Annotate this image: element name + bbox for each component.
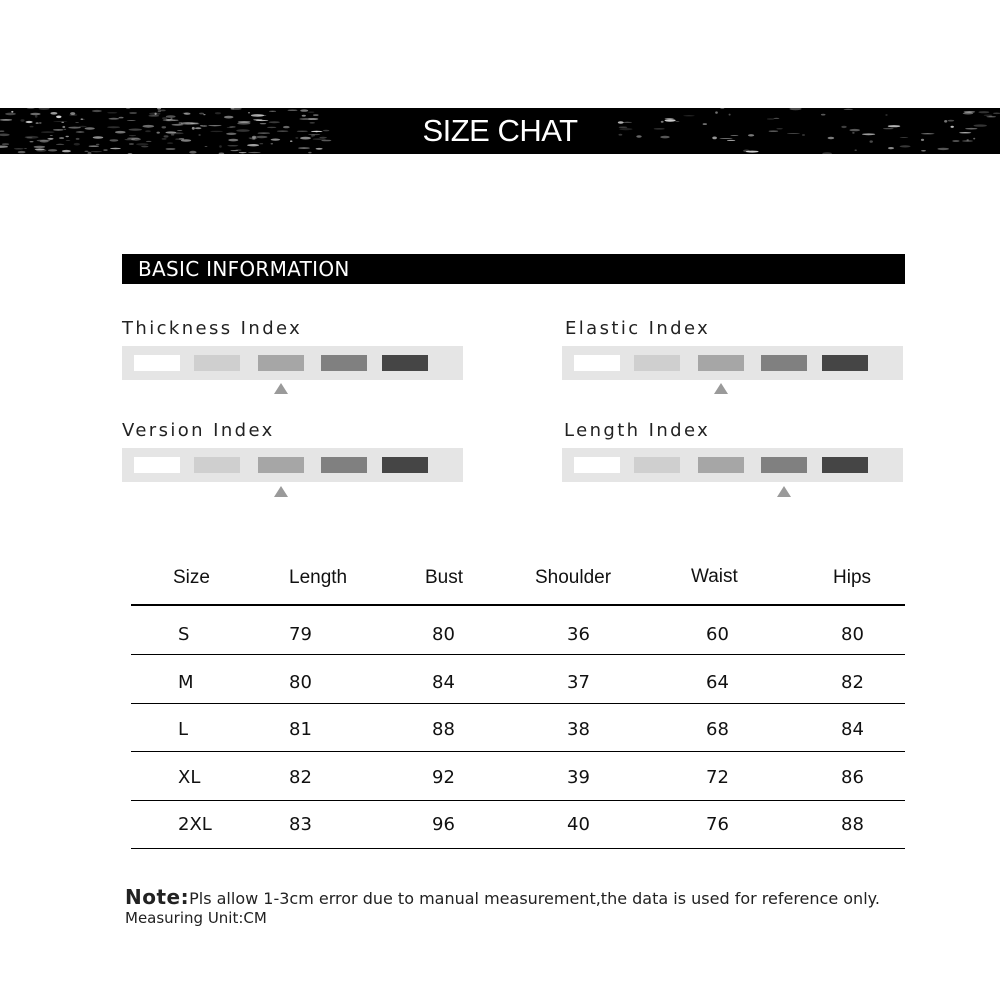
thickness-index-scale xyxy=(122,346,463,380)
table-cell-hips: 82 xyxy=(841,671,864,693)
table-cell-waist: 72 xyxy=(706,766,729,788)
table-header-divider xyxy=(131,604,905,606)
version-index-swatch xyxy=(382,457,428,473)
thickness-index-swatch xyxy=(258,355,304,371)
thickness-index-swatch xyxy=(134,355,180,371)
version-index-swatch xyxy=(321,457,367,473)
length-index-swatch xyxy=(761,457,807,473)
table-cell-bust: 80 xyxy=(432,624,455,645)
table-cell-shoulder: 40 xyxy=(567,814,590,835)
length-index-scale xyxy=(562,448,903,482)
version-index-scale xyxy=(122,448,463,482)
elastic-index-label: Elastic Index xyxy=(565,318,711,339)
table-cell-waist: 68 xyxy=(706,719,729,740)
version-index-marker xyxy=(274,486,288,497)
table-cell-length: 81 xyxy=(289,719,312,740)
section-header xyxy=(122,254,905,284)
table-header-length: Length xyxy=(289,567,348,588)
note-label: Note: xyxy=(125,885,190,909)
table-row-divider xyxy=(131,751,905,752)
table-cell-length: 79 xyxy=(289,624,312,645)
table-cell-hips: 84 xyxy=(841,719,864,740)
table-cell-size: XL xyxy=(178,766,201,788)
table-row-divider xyxy=(131,703,905,704)
table-row-divider xyxy=(131,848,905,849)
table-cell-hips: 80 xyxy=(841,624,864,645)
table-header-waist: Waist xyxy=(691,566,738,587)
table-cell-waist: 60 xyxy=(706,624,729,645)
elastic-index-marker xyxy=(714,383,728,394)
banner-title: SIZE CHAT xyxy=(422,113,578,148)
length-index-swatch xyxy=(822,457,868,473)
version-index-swatch xyxy=(258,457,304,473)
length-index-swatch xyxy=(574,457,620,473)
thickness-index-label: Thickness Index xyxy=(122,318,303,339)
table-cell-bust: 96 xyxy=(432,814,455,835)
elastic-index-scale xyxy=(562,346,903,380)
table-cell-shoulder: 37 xyxy=(567,671,590,693)
table-cell-shoulder: 36 xyxy=(567,624,590,645)
table-cell-hips: 86 xyxy=(841,766,864,788)
measuring-unit: Measuring Unit:CM xyxy=(125,909,267,927)
table-cell-length: 83 xyxy=(289,814,312,835)
table-cell-shoulder: 38 xyxy=(567,719,590,740)
thickness-index-swatch xyxy=(321,355,367,371)
table-header-bust: Bust xyxy=(425,567,464,588)
length-index-label: Length Index xyxy=(564,420,711,441)
thickness-index-swatch xyxy=(194,355,240,371)
table-cell-bust: 84 xyxy=(432,671,455,693)
version-index-swatch xyxy=(134,457,180,473)
elastic-index-swatch xyxy=(822,355,868,371)
elastic-index-swatch xyxy=(634,355,680,371)
note-text: Pls allow 1-3cm error due to manual measurement,the data is used for reference only. xyxy=(189,889,880,908)
table-row-divider xyxy=(131,800,905,801)
thickness-index-marker xyxy=(274,383,288,394)
table-cell-length: 82 xyxy=(289,766,312,788)
length-index-swatch xyxy=(634,457,680,473)
table-cell-size: S xyxy=(178,624,190,645)
table-row-divider xyxy=(131,654,905,655)
table-cell-length: 80 xyxy=(289,671,312,693)
note xyxy=(125,885,880,909)
title-banner xyxy=(0,108,1000,154)
section-title: BASIC INFORMATION xyxy=(138,257,350,281)
table-header-hips: Hips xyxy=(833,567,872,588)
elastic-index-swatch xyxy=(574,355,620,371)
table-header-size: Size xyxy=(173,567,210,588)
table-cell-bust: 88 xyxy=(432,719,455,740)
version-index-label: Version Index xyxy=(122,420,275,441)
version-index-swatch xyxy=(194,457,240,473)
elastic-index-swatch xyxy=(761,355,807,371)
length-index-swatch xyxy=(698,457,744,473)
table-cell-size: M xyxy=(178,671,194,693)
table-cell-waist: 76 xyxy=(706,814,729,835)
table-cell-shoulder: 39 xyxy=(567,766,590,788)
length-index-marker xyxy=(777,486,791,497)
thickness-index-swatch xyxy=(382,355,428,371)
table-cell-size: L xyxy=(178,719,189,740)
table-cell-waist: 64 xyxy=(706,671,729,693)
elastic-index-swatch xyxy=(698,355,744,371)
table-cell-bust: 92 xyxy=(432,766,455,788)
table-cell-size: 2XL xyxy=(178,814,212,835)
table-cell-hips: 88 xyxy=(841,814,864,835)
table-header-shoulder: Shoulder xyxy=(535,567,612,588)
